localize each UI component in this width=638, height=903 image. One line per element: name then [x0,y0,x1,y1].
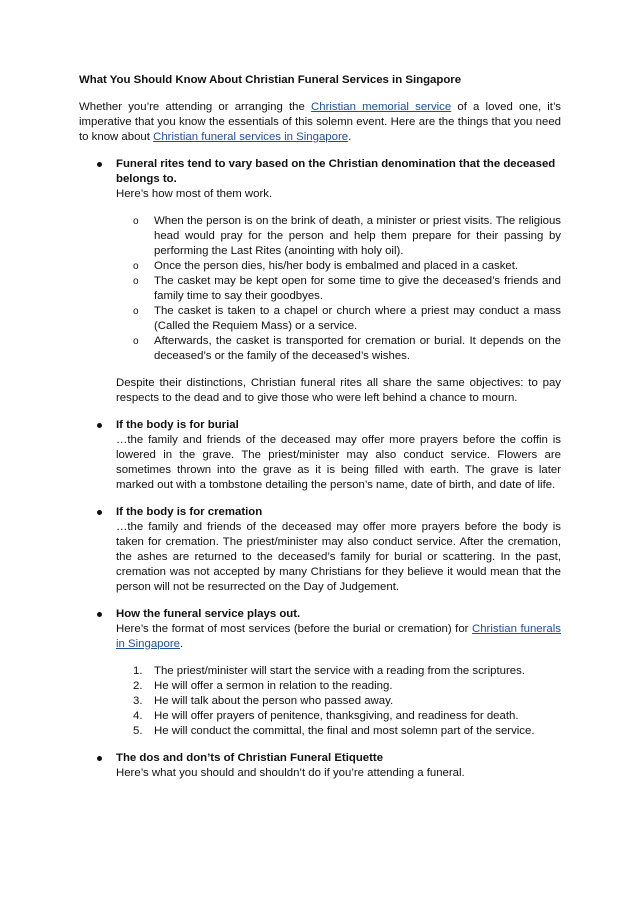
list-item: o The casket is taken to a chapel or church where a priest may conduct a mass (Called the Requiem Mass) or a service. [133,305,561,332]
circle-bullet-icon: o [133,261,139,272]
service-steps-list [116,664,561,739]
list-item: o Afterwards, the casket is transported for cremation or burial. It depends on the deceased’s or the family of the deceased’s wishes. [133,335,561,362]
section-title: The dos and don’ts of Christian Funeral Etiquette [116,752,384,764]
section-cremation [79,505,561,595]
section-title: Funeral rites tend to vary based on the Christian denomination that the deceased belongs to. [116,158,556,185]
circle-bullet-icon: o [133,336,139,347]
section-lead: Here’s the format of most services (before the burial or cremation) for Christian funerals in Singapore. [116,623,561,650]
section-text: …the family and friends of the deceased may offer more prayers before the body is taken for cremation. The priest/minister may also conduct service. After the cremation, the ashes are returned to the deceased’s family for burial or scattering. In the past, cremation was not accepted by many Christians for they believe it would mean that the person will not be resurrected on the Day of Judgement. [116,521,561,593]
bullet-icon [97,612,102,617]
circle-bullet-icon: o [133,276,139,287]
section-denomination [79,157,561,406]
section-text: …the family and friends of the deceased may offer more prayers before the coffin is lowered in the grave. The priest/minister may also conduct service. Flowers are sometimes thrown into the grave as it is being filled with earth. The grave is later marked out with a tombstone detailing the person’s name, date of birth, and date of life. [116,434,561,491]
rites-list [116,214,561,364]
section-etiquette [79,751,561,781]
section-lead: Here’s what you should and shouldn’t do if you’re attending a funeral. [116,767,465,779]
section-lead: Here’s how most of them work. [116,188,273,200]
step-number: 5. [133,725,143,737]
document-page [79,73,561,793]
list-item: o When the person is on the brink of death, a minister or priest visits. The religious head would pray for the person and help them prepare for their passing by performing the Last Rites (anointing with holy oil). [133,215,561,257]
link-christian-memorial-service[interactable]: Christian memorial service [311,101,452,113]
section-closing: Despite their distinctions, Christian funeral rites all share the same objectives: to pay respects to the dead and to give those who were left behind a chance to mourn. [116,377,561,404]
step-number: 2. [133,680,143,692]
section-title: If the body is for burial [116,419,239,431]
intro-text-1: Whether you’re attending or arranging the [79,101,312,113]
list-item: 4. He will offer prayers of penitence, thanksgiving, and readiness for death. [133,710,519,722]
intro-text-3: . [348,131,352,143]
intro-paragraph [79,100,561,145]
step-number: 1. [133,665,143,677]
list-item: 1. The priest/minister will start the service with a reading from the scriptures. [133,665,525,677]
bullet-icon [97,510,102,515]
document-title: What You Should Know About Christian Funeral Services in Singapore [79,74,462,86]
list-item: 2. He will offer a sermon in relation to the reading. [133,680,393,692]
bullet-icon [97,756,102,761]
section-title: If the body is for cremation [116,506,263,518]
section-service-format [79,607,561,739]
list-item: 5. He will conduct the committal, the final and most solemn part of the service. [133,725,535,737]
list-item: o The casket may be kept open for some time to give the deceased’s friends and family time to say their goodbyes. [133,275,561,302]
link-christian-funerals-singapore[interactable]: Christian funerals in Singapore [116,623,561,650]
step-number: 3. [133,695,143,707]
section-title: How the funeral service plays out. [116,608,301,620]
link-christian-funeral-services[interactable]: Christian funeral services in Singapore [153,131,349,143]
step-number: 4. [133,710,143,722]
intro-text-2: of a loved one, it’s imperative that you know the essentials of this solemn event. Here are the things that you need to know about [79,101,561,143]
list-item: o Once the person dies, his/her body is embalmed and placed in a casket. [133,260,519,272]
bullet-icon [97,162,102,167]
section-burial [79,418,561,493]
bullet-icon [97,423,102,428]
circle-bullet-icon: o [133,306,139,317]
circle-bullet-icon: o [133,216,139,227]
list-item: 3. He will talk about the person who passed away. [133,695,394,707]
